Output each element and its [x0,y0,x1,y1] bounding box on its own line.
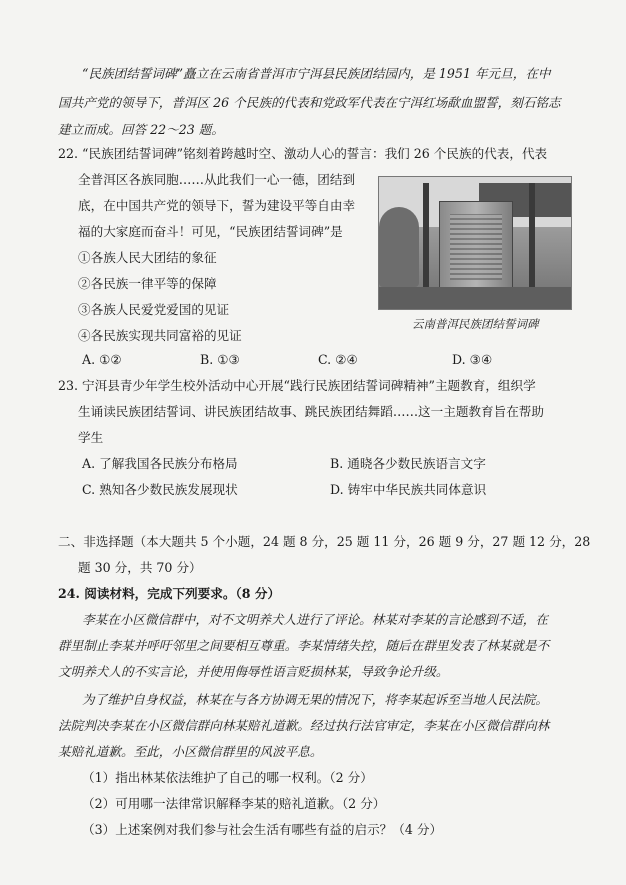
q24-material-p2-line-1: 为了维护自身权益，林某在与各方协调无果的情况下，将李某起诉至当地人民法院。 [82,692,548,707]
q22-statement-1: ①各族人民大团结的象征 [78,250,217,265]
q22-statement-4: ④各民族实现共同富裕的见证 [78,328,242,343]
q23-stem-line-3: 学生 [78,430,104,445]
q22-stem-line-2: 全普洱区各族同胞……从此我们一心一德，团结到 [78,172,356,187]
q22-stem-line-4: 福的大家庭而奋斗！可见，“民族团结誓词碑”是 [78,224,343,239]
q24-heading: 24. 阅读材料，完成下列要求。（8 分） [58,586,281,601]
q23-option-c: C. 熟知各少数民族发展现状 [82,482,238,497]
q24-material-p2-line-2: 法院判决李某在小区微信群向林某赔礼道歉。经过执行法官审定，李某在小区微信群向林 [58,718,550,733]
q23-option-a: A. 了解我国各民族分布格局 [82,456,238,471]
q24-material-p2-line-3: 某赔礼道歉。至此，小区微信群里的风波平息。 [58,744,323,759]
section-2-heading-line-1: 二、非选择题（本大题共 5 个小题，24 题 8 分，25 题 11 分，26 题 9 分，27 题 12 分，28 [58,534,591,549]
q24-subquestion-1: （1）指出林某依法维护了自己的哪一权利。（2 分） [82,770,373,785]
q23-option-d: D. 铸牢中华民族共同体意识 [330,482,487,497]
q23-stem-line-1: 23. 宁洱县青少年学生校外活动中心开展“践行民族团结誓词碑精神”主题教育，组织学 [58,378,536,393]
q22-option-c: C. ②④ [318,352,358,367]
q23-option-b: B. 通晓各少数民族语言文字 [330,456,486,471]
q23-stem-line-2: 生诵读民族团结誓词、讲民族团结故事、跳民族团结舞蹈……这一主题教育旨在帮助 [78,404,544,419]
q24-subquestion-3: （3）上述案例对我们参与社会生活有哪些有益的启示？（4 分） [82,822,443,837]
q24-material-p1-line-2: 群里制止李某并呼吁邻里之间要相互尊重。李某情绪失控，随后在群里发表了林某就是不 [58,638,550,653]
q24-material-p1-line-3: 文明养犬人的不实言论，并使用侮辱性语言贬损林某，导致争论升级。 [58,664,449,679]
q22-option-b: B. ①③ [200,352,240,367]
q22-stem-line-1: 22. “民族团结誓词碑”铭刻着跨越时空、激动人心的誓言：我们 26 个民族的代表，代表 [58,146,548,161]
q22-statement-2: ②各民族一律平等的保障 [78,276,217,291]
q24-subquestion-2: （2）可用哪一法律常识解释李某的赔礼道歉。（2 分） [82,796,386,811]
q22-statement-3: ③各族人民爱党爱国的见证 [78,302,230,317]
stele-photo [378,176,572,310]
intro-line-2: 国共产党的领导下，普洱区 26 个民族的代表和党政军代表在宁洱红场歃血盟誓，刻石铭志 [58,95,561,110]
intro-line-1: “民族团结誓词碑”矗立在云南省普洱市宁洱县民族团结园内，是 1951 年元旦，在中 [82,66,551,81]
q24-material-p1-line-1: 李某在小区微信群中，对不文明养犬人进行了评论。林某对李某的言论感到不适，在 [82,612,548,627]
photo-caption: 云南普洱民族团结誓词碑 [412,317,539,331]
intro-line-3: 建立而成。回答 22～23 题。 [58,122,224,137]
q22-stem-line-3: 底，在中国共产党的领导下，誓为建设平等自由幸 [78,198,356,213]
q22-option-d: D. ③④ [452,352,493,367]
section-2-heading-line-2: 题 30 分，共 70 分） [78,560,202,575]
q22-option-a: A. ①② [82,352,122,367]
